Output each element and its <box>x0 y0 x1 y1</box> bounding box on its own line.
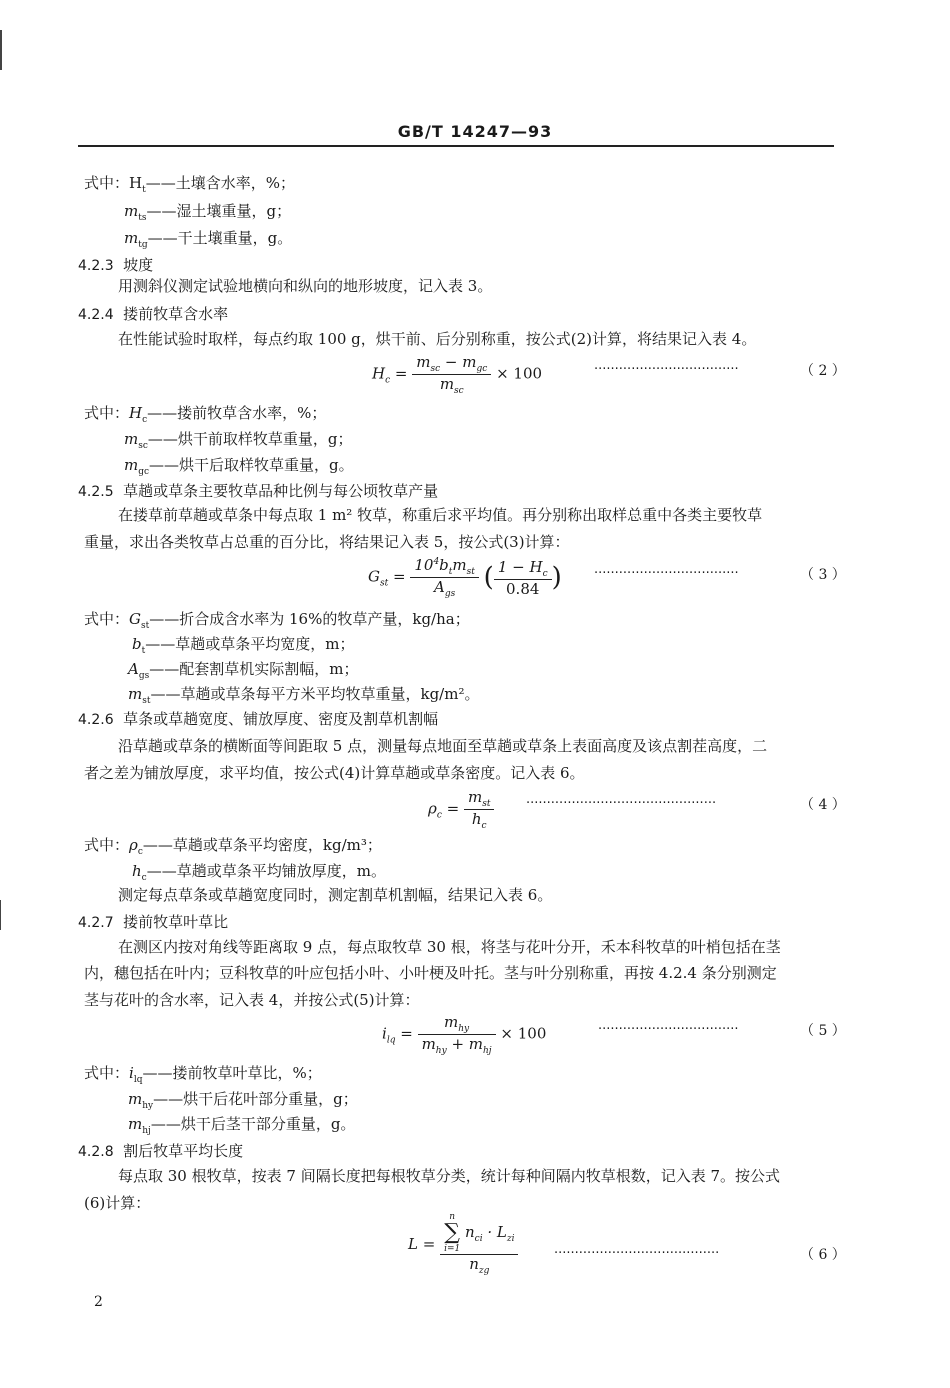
where-def: ——搂前牧草叶草比，%； <box>142 1064 322 1082</box>
paragraph: 重量，求出各类牧草占总重的百分比，将结果记入表 5，按公式(3)计算： <box>84 533 570 551</box>
section-title: 搂前牧草含水率 <box>123 305 229 323</box>
where-label: 式中：H <box>84 174 143 192</box>
formula-3: $G_{st}$ = $\frac{10^4b_tm_{st}}{A_{gs}}$ ( $\frac{1 - H_c}{0.84}$ ) <box>368 556 562 599</box>
paragraph: 内，穗包括在叶内；豆科牧草的叶应包括小叶、小叶梗及叶托。茎与叶分别称重，再按 4.2.4 条分别测定 <box>84 964 777 982</box>
where-def: ——烘干后取样牧草重量，g。 <box>149 456 354 474</box>
section-heading-4-2-8 <box>78 1140 243 1161</box>
where-def: ——烘干后花叶部分重量，g； <box>153 1090 358 1108</box>
section-heading-4-2-3 <box>78 254 153 275</box>
section-number: 4.2.8 <box>78 1144 114 1160</box>
where-def: ——湿土壤重量，g； <box>146 202 292 220</box>
paragraph: 在测区内按对角线等距离取 9 点，每点取牧草 30 根，将茎与花叶分开，禾本科牧草的叶梢包括在茎 <box>118 938 781 956</box>
where-line: $m_{sc}——$烘干前取样牧草重量，g； <box>124 430 353 451</box>
where-def: ——搂前牧草含水率，%； <box>147 404 327 422</box>
section-title: 草趟或草条主要牧草品种比例与每公顷牧草产量 <box>123 482 439 500</box>
formula-4: $\rho_c$ = $\frac{m_{st}}{h_c}$ <box>428 788 494 831</box>
where-line: $m_{hj}——$烘干后茎干部分重量，g。 <box>128 1115 356 1136</box>
formula-number: （ 6 ） <box>800 1247 846 1263</box>
section-title: 坡度 <box>123 256 154 274</box>
section-number: 4.2.5 <box>78 484 114 500</box>
paragraph: 茎与花叶的含水率，记入表 4，并按公式(5)计算： <box>84 991 420 1009</box>
leader-dots: ········································ <box>554 1246 720 1261</box>
paragraph: (6)计算： <box>84 1194 151 1212</box>
formula-number: （ 3 ） <box>800 567 846 583</box>
section-number: 4.2.6 <box>78 712 114 728</box>
paragraph: 用测斜仪测定试验地横向和纵向的地形坡度，记入表 3。 <box>118 277 493 295</box>
where-line: $m_{st}——$草趟或草条每平方米平均牧草重量，kg/m²。 <box>128 685 480 706</box>
leader-dots: ·············································· <box>526 796 717 811</box>
where-line: $h_c——$草趟或草条平均铺放厚度，m。 <box>132 862 386 883</box>
section-title: 割后牧草平均长度 <box>123 1142 244 1160</box>
where-def: ——草趟或草条平均铺放厚度，m。 <box>146 862 386 880</box>
where-line: 式中：$H_t——$土壤含水率，%； <box>84 174 295 195</box>
where-line: $m_{ts}——$湿土壤重量，g； <box>124 202 292 223</box>
where-line: $b_t——$草趟或草条平均宽度，m； <box>132 635 355 656</box>
section-number: 4.2.3 <box>78 258 114 274</box>
paragraph: 者之差为铺放厚度，求平均值，按公式(4)计算草趟或草条密度。记入表 6。 <box>84 764 585 782</box>
leader-dots: ·································· <box>598 1022 739 1037</box>
formula-6: L = n ∑ i=1 $n_{ci} \cdot L_{zi}$ $n_{zg}$ <box>408 1212 518 1276</box>
where-def: ——烘干前取样牧草重量，g； <box>147 430 353 448</box>
formula-number: （ 5 ） <box>800 1023 846 1039</box>
section-number: 4.2.7 <box>78 915 114 931</box>
leader-dots: ··································· <box>594 566 739 581</box>
where-line: 式中：$\rho_c——$草趟或草条平均密度，kg/m³； <box>84 836 382 857</box>
paragraph: 在搂草前草趟或草条中每点取 1 m² 牧草，称重后求平均值。再分别称出取样总重中各类主要牧草 <box>118 506 763 524</box>
section-number: 4.2.4 <box>78 307 114 323</box>
page-number: 2 <box>94 1294 103 1310</box>
paragraph: 沿草趟或草条的横断面等间距取 5 点，测量每点地面至草趟或草条上表面高度及该点割茬高度，二 <box>118 737 768 755</box>
section-heading-4-2-7 <box>78 911 228 932</box>
where-line: $A_{gs}——$配套割草机实际割幅，m； <box>128 660 359 681</box>
section-title: 搂前牧草叶草比 <box>123 913 229 931</box>
paragraph: 每点取 30 根牧草，按表 7 间隔长度把每根牧草分类，统计每种间隔内牧草根数，记入表 7。按公式 <box>118 1167 781 1185</box>
where-def: ——草趟或草条平均密度，kg/m³； <box>142 836 382 854</box>
header-rule <box>78 145 834 147</box>
where-def: ——配套割草机实际割幅，m； <box>149 660 359 678</box>
formula-5: $i_{lq}$ = $\frac{m_{hy}}{m_{hy} + m_{hj}}$ × 100 <box>382 1013 547 1056</box>
where-line: 式中：$H_c——$搂前牧草含水率，%； <box>84 404 327 425</box>
where-def: ——烘干后茎干部分重量，g。 <box>150 1115 356 1133</box>
where-line: $m_{tg}——$干土壤重量，g。 <box>124 229 293 250</box>
where-line: 式中：$G_{st}——$折合成含水率为 16%的牧草产量，kg/ha； <box>84 610 470 631</box>
formula-2: $H_c$ = $\frac{m_{sc} - m_{gc}}{m_{sc}}$ × 100 <box>372 353 543 396</box>
paragraph: 测定每点草条或草趟宽度同时，测定割草机割幅，结果记入表 6。 <box>118 886 553 904</box>
section-heading-4-2-6 <box>78 708 438 729</box>
formula-number: （ 4 ） <box>800 797 846 813</box>
page-header-code: GB/T 14247—93 <box>397 122 553 141</box>
section-heading-4-2-5 <box>78 480 438 501</box>
where-line: 式中：$i_{lq}——$搂前牧草叶草比，%； <box>84 1064 322 1085</box>
where-def: ——草趟或草条每平方米平均牧草重量，kg/m²。 <box>150 685 480 703</box>
scan-edge-mark <box>0 30 2 70</box>
where-def: ——干土壤重量，g。 <box>147 229 293 247</box>
paragraph: 在性能试验时取样，每点约取 100 g，烘干前、后分别称重，按公式(2)计算，将结果记入表 4。 <box>118 330 757 348</box>
where-line: $m_{hy}——$烘干后花叶部分重量，g； <box>128 1090 358 1111</box>
section-title: 草条或草趟宽度、铺放厚度、密度及割草机割幅 <box>123 710 439 728</box>
where-def: ——土壤含水率，%； <box>145 174 295 192</box>
scan-edge-mark <box>0 900 1 930</box>
formula-number: （ 2 ） <box>800 363 846 379</box>
where-line: $m_{gc}——$烘干后取样牧草重量，g。 <box>124 456 354 477</box>
leader-dots: ··································· <box>594 362 739 377</box>
where-def: ——草趟或草条平均宽度，m； <box>145 635 355 653</box>
section-heading-4-2-4 <box>78 303 228 324</box>
where-def: ——折合成含水率为 16%的牧草产量，kg/ha； <box>149 610 470 628</box>
